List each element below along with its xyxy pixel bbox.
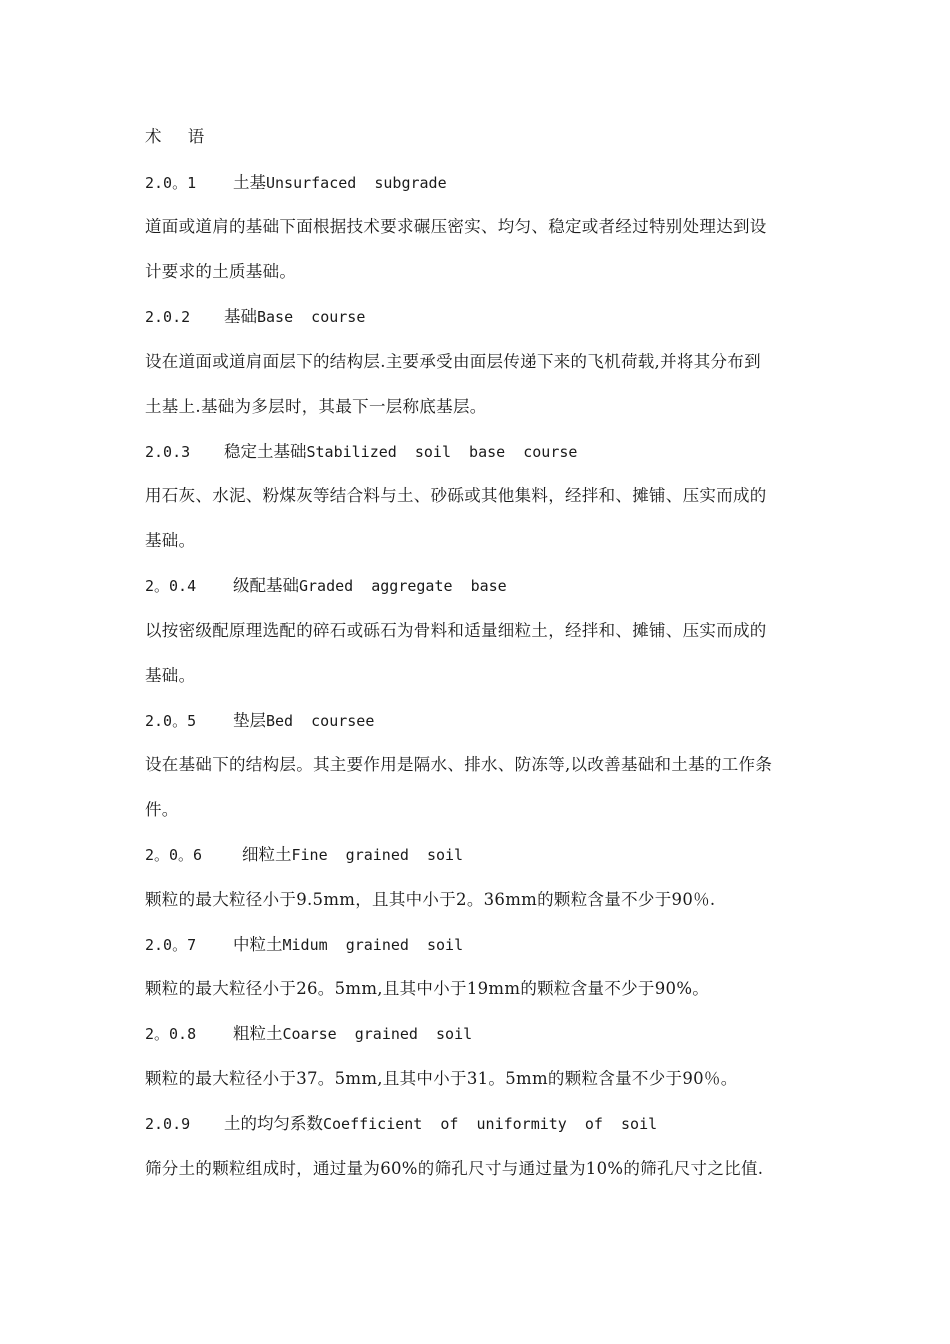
- term-name-zh: 粗粒土: [233, 1024, 283, 1043]
- term-name-zh: 级配基础: [233, 576, 299, 595]
- term-number: 2。0。6: [145, 846, 203, 864]
- term-definition-line: 颗粒的最大粒径小于9.5mm，且其中小于2。36mm的颗粒含量不少于90％.: [145, 890, 716, 909]
- term-name-zh: 细粒土: [242, 845, 292, 864]
- term-definition-line: 以按密级配原理选配的碎石或砾石为骨料和适量细粒土，经拌和、摊铺、压实而成的: [145, 621, 767, 640]
- term-name-en: Graded aggregate base: [299, 577, 507, 595]
- term-number: 2.0。5: [145, 712, 197, 730]
- term-number: 2.0.3: [145, 443, 191, 461]
- term-definition-line: 土基上.基础为多层时，其最下一层称底基层。: [145, 397, 487, 416]
- term-name-zh: 土基: [233, 173, 266, 192]
- term-name-en: Coarse grained soil: [282, 1025, 473, 1043]
- term-name-zh: 中粒土: [233, 935, 283, 954]
- term-number: 2.0。1: [145, 174, 197, 192]
- term-number: 2。0.8: [145, 1025, 197, 1043]
- term-title: [145, 172, 447, 194]
- term-name-en: Fine grained soil: [291, 846, 464, 864]
- term-name-en: Coefficient of uniformity of soil: [323, 1115, 658, 1133]
- term-definition-line: 设在基础下的结构层。其主要作用是隔水、排水、防冻等,以改善基础和土基的工作条: [145, 755, 773, 774]
- term-number: 2。0.4: [145, 577, 197, 595]
- term-title: [145, 441, 577, 463]
- term-definition-line: 设在道面或道肩面层下的结构层.主要承受由面层传递下来的飞机荷载,并将其分布到: [145, 352, 761, 371]
- term-number: 2.0。7: [145, 936, 197, 954]
- term-name-zh: 土的均匀系数: [224, 1114, 323, 1133]
- term-definition-line: 件。: [145, 800, 179, 819]
- section-heading: 术 语: [145, 127, 205, 146]
- term-name-en: Unsurfaced subgrade: [266, 174, 447, 192]
- term-definition-line: 用石灰、水泥、粉煤灰等结合料与土、砂砾或其他集料，经拌和、摊铺、压实而成的: [145, 486, 767, 505]
- term-definition-line: 筛分土的颗粒组成时，通过量为60%的筛孔尺寸与通过量为10%的筛孔尺寸之比值.: [145, 1159, 764, 1178]
- term-definition-line: 道面或道肩的基础下面根据技术要求碾压密实、均匀、稳定或者经过特别处理达到设: [145, 217, 767, 236]
- term-name-zh: 基础: [224, 307, 257, 326]
- term-name-en: Midum grained soil: [282, 936, 464, 954]
- term-title: [145, 710, 374, 732]
- term-title: [145, 575, 507, 597]
- term-title: [145, 844, 463, 866]
- term-name-en: Base course: [257, 308, 366, 326]
- term-name-en: Bed coursee: [266, 712, 375, 730]
- term-definition-line: 计要求的土质基础。: [145, 262, 297, 281]
- term-title: [145, 1113, 657, 1135]
- term-number: 2.0.2: [145, 308, 191, 326]
- term-definition-line: 基础。: [145, 531, 196, 550]
- term-title: [145, 1023, 472, 1045]
- term-title: [145, 306, 365, 328]
- term-name-zh: 垫层: [233, 711, 266, 730]
- term-title: [145, 934, 463, 956]
- term-name-zh: 稳定土基础: [224, 442, 307, 461]
- term-number: 2.0.9: [145, 1115, 191, 1133]
- term-name-en: Stabilized soil base course: [306, 443, 578, 461]
- term-definition-line: 基础。: [145, 666, 196, 685]
- term-definition-line: 颗粒的最大粒径小于37。5mm,且其中小于31。5mm的颗粒含量不少于90％。: [145, 1069, 738, 1088]
- term-definition-line: 颗粒的最大粒径小于26。5mm,且其中小于19mm的颗粒含量不少于90%。: [145, 979, 710, 998]
